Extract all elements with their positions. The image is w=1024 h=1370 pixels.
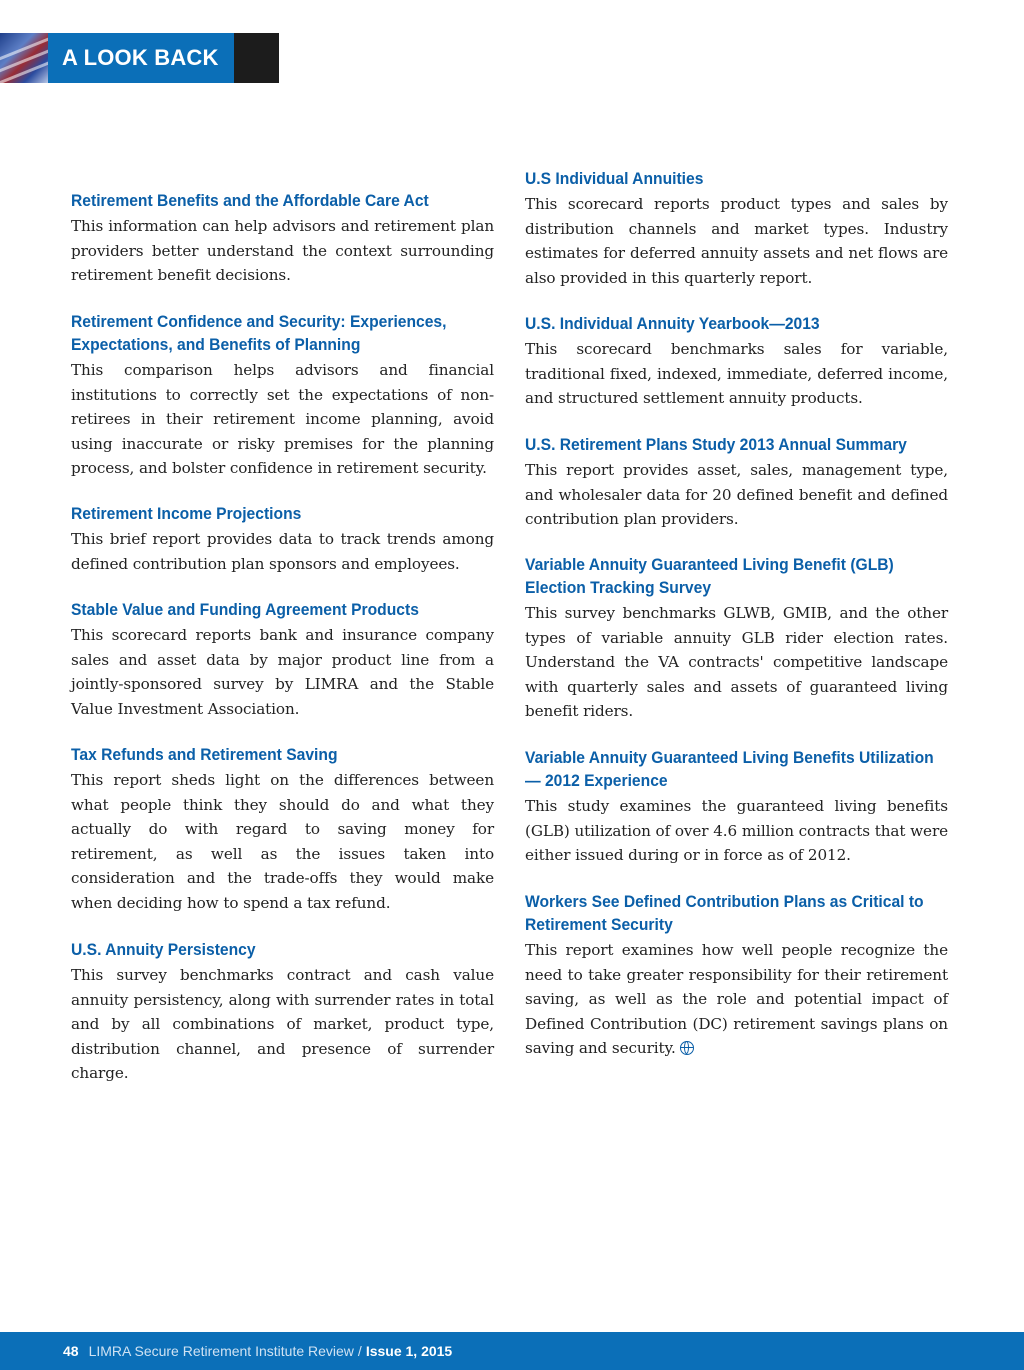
header-photo xyxy=(0,33,48,83)
header-accent-block xyxy=(234,33,279,83)
issue-label: Issue 1, 2015 xyxy=(365,1343,453,1359)
article-description: This scorecard reports product types and sales by distribution channels and market types. Industry estimates for deferred annuity assets and net flows are also provided in this quarterly report. xyxy=(525,195,948,287)
article-title: Retirement Income Projections xyxy=(71,504,302,523)
article-entry xyxy=(525,553,948,724)
article-description: This report sheds light on the differences between what people think they should do and what they actually do with regard to saving money for retirement, as well as the issues taken into consideration and the trade-offs they would make when deciding how to spend a tax refund. xyxy=(71,771,494,912)
article-entry xyxy=(71,189,494,288)
article-title: U.S. Retirement Plans Study 2013 Annual Summary xyxy=(525,435,907,454)
page-footer xyxy=(0,1332,1024,1370)
article-title: Stable Value and Funding Agreement Products xyxy=(71,600,419,619)
article-entry xyxy=(71,598,494,721)
article-description: This scorecard reports bank and insurance company sales and asset data by major product line from a jointly-sponsored survey by LIMRA and the Stable Value Investment Association. xyxy=(71,626,494,718)
page-number: 48 xyxy=(63,1343,79,1359)
section-title: A LOOK BACK xyxy=(48,33,234,83)
article-title: U.S. Individual Annuity Yearbook—2013 xyxy=(525,314,820,333)
article-description: This scorecard benchmarks sales for variable, traditional fixed, indexed, immediate, deferred income, and structured settlement annuity products. xyxy=(525,340,948,408)
article-title: Retirement Benefits and the Affordable Care Act xyxy=(71,191,429,210)
article-title: Workers See Defined Contribution Plans as Critical to Retirement Security xyxy=(525,892,924,934)
article-entry xyxy=(71,938,494,1086)
article-entry xyxy=(71,743,494,916)
footer-separator: / xyxy=(357,1343,362,1359)
article-description: This study examines the guaranteed living benefits (GLB) utilization of over 4.6 million contracts that were either issued during or in force as of 2012. xyxy=(525,797,948,865)
article-description: This comparison helps advisors and financial institutions to correctly set the expectations of non-retirees in their retirement income planning, avoid using inaccurate or risky premises for the planning process, and bolster confidence in retirement security. xyxy=(71,361,494,478)
article-description: This survey benchmarks contract and cash value annuity persistency, along with surrender rates in total and by all combinations of market, product type, distribution channel, and presence of surrender charge. xyxy=(71,966,494,1083)
article-description: This survey benchmarks GLWB, GMIB, and the other types of variable annuity GLB rider election rates. Understand the VA contracts' competitive landscape with quarterly sales and assets of guaranteed living benefit riders. xyxy=(525,604,948,721)
globe-icon xyxy=(680,1041,694,1055)
article-entry xyxy=(525,746,948,868)
article-description xyxy=(525,938,948,1061)
article-entry xyxy=(525,433,948,532)
article-entry xyxy=(525,167,948,290)
article-entry xyxy=(71,310,494,481)
article-title: Tax Refunds and Retirement Saving xyxy=(71,745,338,764)
section-header xyxy=(0,33,279,83)
article-description: This brief report provides data to track trends among defined contribution plan sponsors and employees. xyxy=(71,530,494,573)
article-entry xyxy=(525,890,948,1061)
article-description: This report provides asset, sales, management type, and wholesaler data for 20 defined benefit and defined contribution plan providers. xyxy=(525,461,948,529)
article-entry xyxy=(71,502,494,576)
article-description: This information can help advisors and retirement plan providers better understand the context surrounding retirement benefit decisions. xyxy=(71,217,494,285)
article-description-text: This report examines how well people recognize the need to take greater responsibility for their retirement saving, as well as the role and potential impact of Defined Contribution (DC) retirement savings plans on saving and security. xyxy=(525,941,948,1058)
article-title: Variable Annuity Guaranteed Living Benefit (GLB) Election Tracking Survey xyxy=(525,555,894,597)
article-title: U.S Individual Annuities xyxy=(525,169,704,188)
article-title: U.S. Annuity Persistency xyxy=(71,940,256,959)
article-title: Variable Annuity Guaranteed Living Benefits Utilization — 2012 Experience xyxy=(525,748,934,790)
publication-name: LIMRA Secure Retirement Institute Review xyxy=(88,1343,354,1359)
article-title: Retirement Confidence and Security: Experiences, Expectations, and Benefits of Planning xyxy=(71,312,447,354)
article-entry xyxy=(525,312,948,411)
